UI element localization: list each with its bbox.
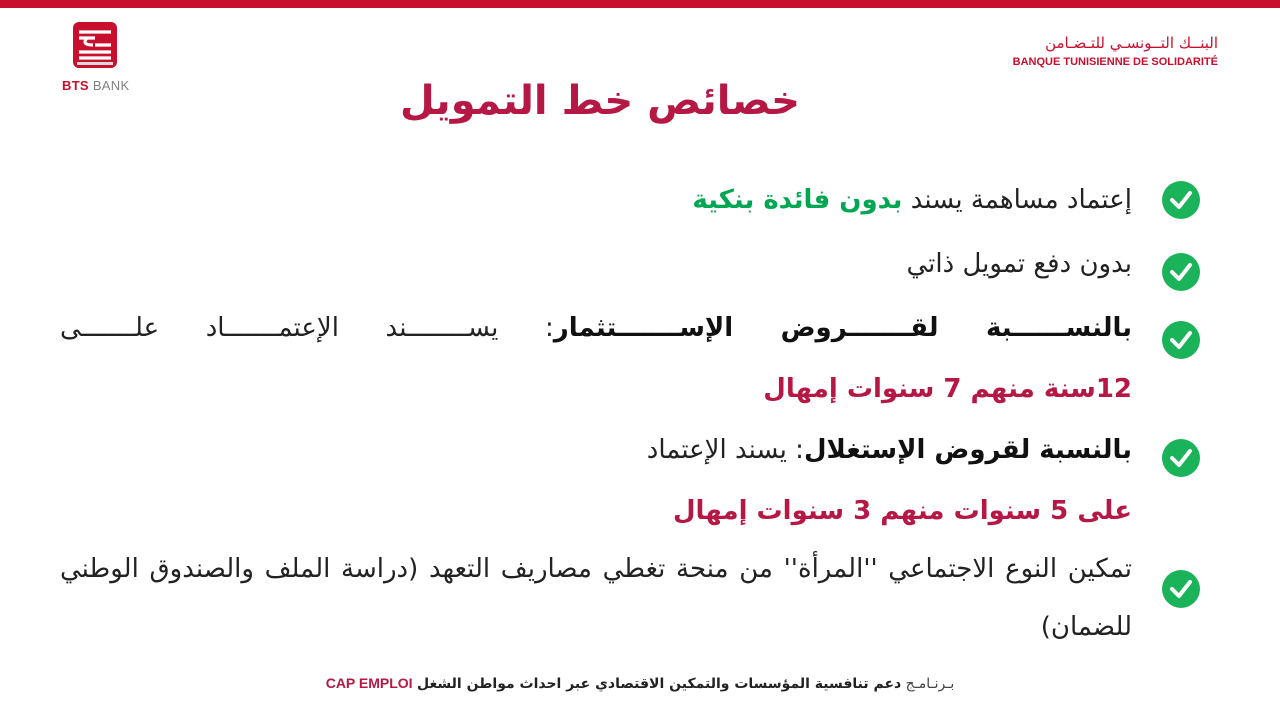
top-accent-bar [0,0,1280,8]
item-crimson-text: على 5 سنوات منهم 3 سنوات إمهال [673,496,1132,526]
item-text: تمكين النوع الاجتماعي ''المرأة'' من منحة تغطي مصاريف التعهد (دراسة الملف والصندوق الوطني للضمان) [60,554,1132,642]
check-circle-icon [1162,570,1200,608]
item-crimson-text: 12سنة منهم 7 سنوات إمهال [763,374,1132,404]
bts-logo-wordmark: BTS BANK [62,78,130,93]
list-item-continuation [60,360,1200,418]
feature-list [60,168,1200,656]
logo-french-name: BANQUE TUNISIENNE DE SOLIDARITÉ [1012,56,1218,68]
footer-program-name: دعم تنافسية المؤسسات والتمكين الاقتصادي عبر احداث مواطن الشغل [417,676,902,692]
list-item [60,296,1200,360]
check-circle-icon [1162,181,1200,219]
bts-bank-logo [58,22,138,92]
item-text: : يســــــــند الإعتمـــــــاد علـــــــى [60,313,554,343]
footer-program-label: بـرنـامـج [905,676,955,692]
list-item [60,168,1200,232]
banque-tunisienne-logo [1013,34,1218,68]
list-item [60,540,1200,656]
check-circle-icon [1162,253,1200,291]
logo-arabic-name: البنــك التــونسـي للتـضـامن [1045,34,1218,52]
item-bold-text: بالنســــــبة لقـــــــروض الإســـــــتثمار [553,313,1133,343]
item-highlight: بدون فائدة بنكية [692,185,903,215]
check-circle-icon [1162,321,1200,359]
item-text: بدون دفع تمويل ذاتي [906,249,1132,279]
item-bold-text: بالنسبة لقروض الإستغلال [803,435,1132,465]
check-circle-icon [1162,439,1200,477]
list-item [60,418,1200,482]
item-text: إعتماد مساهمة يسند [902,185,1132,215]
footer-program-line [0,675,1280,692]
list-item-continuation [60,482,1200,540]
bts-logo-mark-icon [73,22,117,68]
footer-cap-emploi: CAP EMPLOI [325,675,413,691]
page-title: خصائص خط التمويل [399,78,801,124]
item-text: : يسند الإعتماد [646,435,804,465]
list-item [60,232,1200,296]
